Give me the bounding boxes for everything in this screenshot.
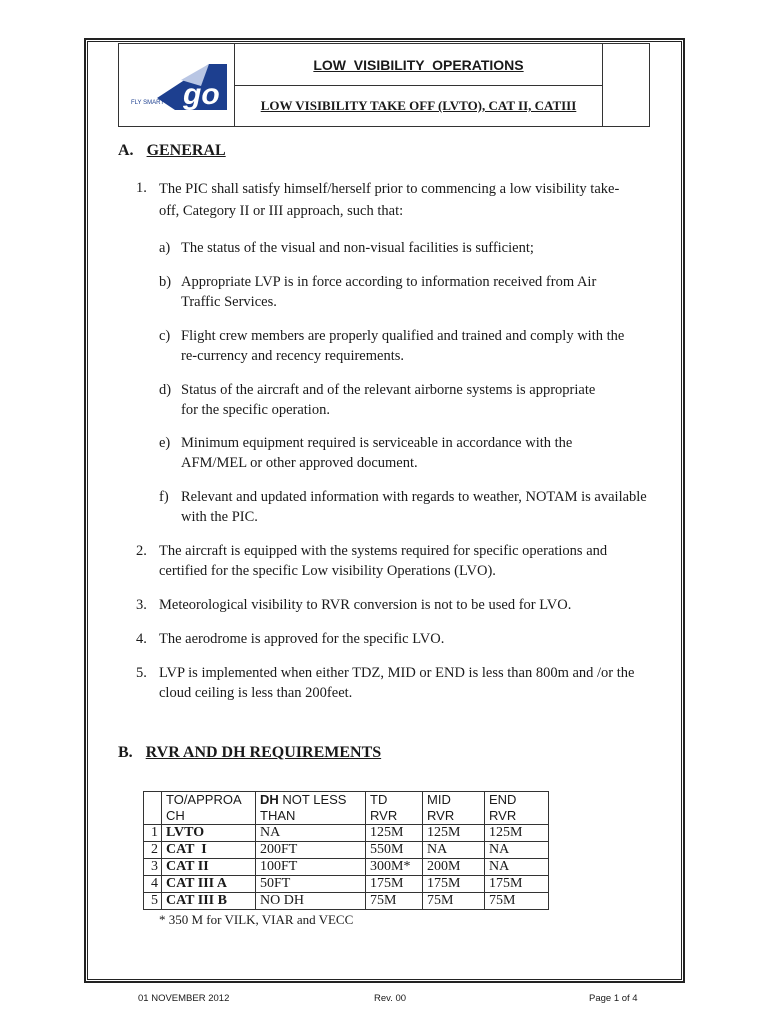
table-cell-approach: CAT III A [162, 876, 256, 893]
list-item-text: Meteorological visibility to RVR conversion is not to be used for LVO. [159, 597, 572, 613]
table-cell-mid: NA [423, 842, 485, 859]
document-title [235, 44, 603, 86]
footer-revision: Rev. 00 [374, 993, 407, 1004]
table-cell-dh: NO DH [256, 893, 366, 910]
sub-list-item-text: Flight crew members are properly qualified and trained and comply with the re-currency and recency requirements. [181, 328, 625, 364]
table-row [144, 876, 549, 893]
table-cell-td: 75M [366, 893, 423, 910]
logo-cell [119, 44, 235, 127]
table-cell-td: 300M* [366, 859, 423, 876]
document-subtitle: LOW VISIBILITY TAKE OFF (LVTO), CAT II, CATIII [235, 86, 603, 127]
table-header-td-rvr: TD RVR [366, 792, 423, 825]
table-cell-end: 175M [485, 876, 549, 893]
sub-list-item-text: Status of the aircraft and of the relevant airborne systems is appropriate for the specific operation. [181, 382, 596, 418]
list-item-text: The PIC shall satisfy himself/herself prior to commencing a low visibility take-off, Category II or III approach, such that: [159, 181, 620, 219]
rvr-dh-table [143, 791, 549, 910]
document-title-text: LOW VISIBILITY OPERATIONS [313, 56, 524, 73]
section-a-title: GENERAL [146, 142, 226, 159]
list-item-number: 1. [136, 180, 147, 196]
table-cell-td: 175M [366, 876, 423, 893]
go-air-logo-icon [131, 60, 227, 114]
table-cell-end: 75M [485, 893, 549, 910]
table-cell-end: NA [485, 859, 549, 876]
table-cell-dh: 100FT [256, 859, 366, 876]
header-blank-cell [603, 44, 650, 127]
section-b-title: RVR AND DH REQUIREMENTS [145, 744, 382, 761]
section-a-heading [118, 142, 226, 160]
section-a-letter: A. [118, 142, 134, 159]
table-row [144, 893, 549, 910]
table-cell-mid: 125M [423, 825, 485, 842]
table-cell-td: 550M [366, 842, 423, 859]
table-header-dh-rest: NOT LESS THAN [260, 792, 350, 823]
table-cell-approach: CAT II [162, 859, 256, 876]
table-header-dh [256, 792, 366, 825]
sub-list-item-letter: d) [159, 382, 172, 398]
sub-list-item-letter: a) [159, 240, 171, 256]
table-cell-index: 1 [144, 825, 162, 842]
list-item-text: LVP is implemented when either TDZ, MID or END is less than 800m and /or the cloud ceiling is less than 200feet. [159, 665, 635, 701]
logo-small-text: FLY SMART [131, 100, 165, 106]
logo-mark-text: go [183, 78, 220, 111]
sub-list-item-letter: e) [159, 435, 171, 451]
sub-list-item-text: Relevant and updated information with regards to weather, NOTAM is available with the PIC. [181, 489, 647, 525]
footer-date: 01 NOVEMBER 2012 [138, 993, 230, 1004]
table-header-mid-rvr: MID RVR [423, 792, 485, 825]
table-cell-dh: 200FT [256, 842, 366, 859]
table-cell-mid: 175M [423, 876, 485, 893]
table-cell-index: 2 [144, 842, 162, 859]
list-item-number: 3. [136, 597, 147, 613]
table-row [144, 859, 549, 876]
table-header-approach: TO/APPROA CH [162, 792, 256, 825]
list-item-number: 5. [136, 665, 147, 681]
table-cell-end: 125M [485, 825, 549, 842]
sub-list-item-letter: b) [159, 274, 172, 290]
footer-page-number: Page 1 of 4 [589, 993, 638, 1004]
table-cell-td: 125M [366, 825, 423, 842]
list-item-text: The aerodrome is approved for the specific LVO. [159, 631, 445, 647]
table-cell-mid: 200M [423, 859, 485, 876]
table-cell-dh: 50FT [256, 876, 366, 893]
table-footnote: * 350 M for VILK, VIAR and VECC [159, 912, 354, 927]
table-header-row [144, 792, 549, 825]
table-cell-index: 5 [144, 893, 162, 910]
table-header-end-rvr: END RVR [485, 792, 549, 825]
sub-list-item-text: Minimum equipment required is serviceable in accordance with the AFM/MEL or other approved document. [181, 435, 573, 471]
table-cell-approach: LVTO [162, 825, 256, 842]
table-cell-mid: 75M [423, 893, 485, 910]
list-item-number: 2. [136, 543, 147, 559]
sub-list-item-text: The status of the visual and non-visual facilities is sufficient; [181, 240, 534, 256]
list-item-text: The aircraft is equipped with the systems required for specific operations and certified for the specific Low visibility Operations (LVO). [159, 543, 608, 579]
sub-list-item-text: Appropriate LVP is in force according to information received from Air Traffic Services. [181, 274, 597, 310]
table-cell-approach: CAT I [162, 842, 256, 859]
table-header-index [144, 792, 162, 825]
table-cell-end: NA [485, 842, 549, 859]
section-b-heading [118, 744, 381, 762]
table-row [144, 842, 549, 859]
sub-list-item-letter: f) [159, 489, 169, 505]
table-cell-dh: NA [256, 825, 366, 842]
sub-list-item-letter: c) [159, 328, 171, 344]
table-row [144, 825, 549, 842]
table-cell-index: 3 [144, 859, 162, 876]
document-header [118, 43, 650, 127]
table-cell-approach: CAT III B [162, 893, 256, 910]
list-item-number: 4. [136, 631, 147, 647]
section-b-letter: B. [118, 744, 133, 761]
table-cell-index: 4 [144, 876, 162, 893]
table-header-dh-bold: DH [260, 792, 279, 807]
